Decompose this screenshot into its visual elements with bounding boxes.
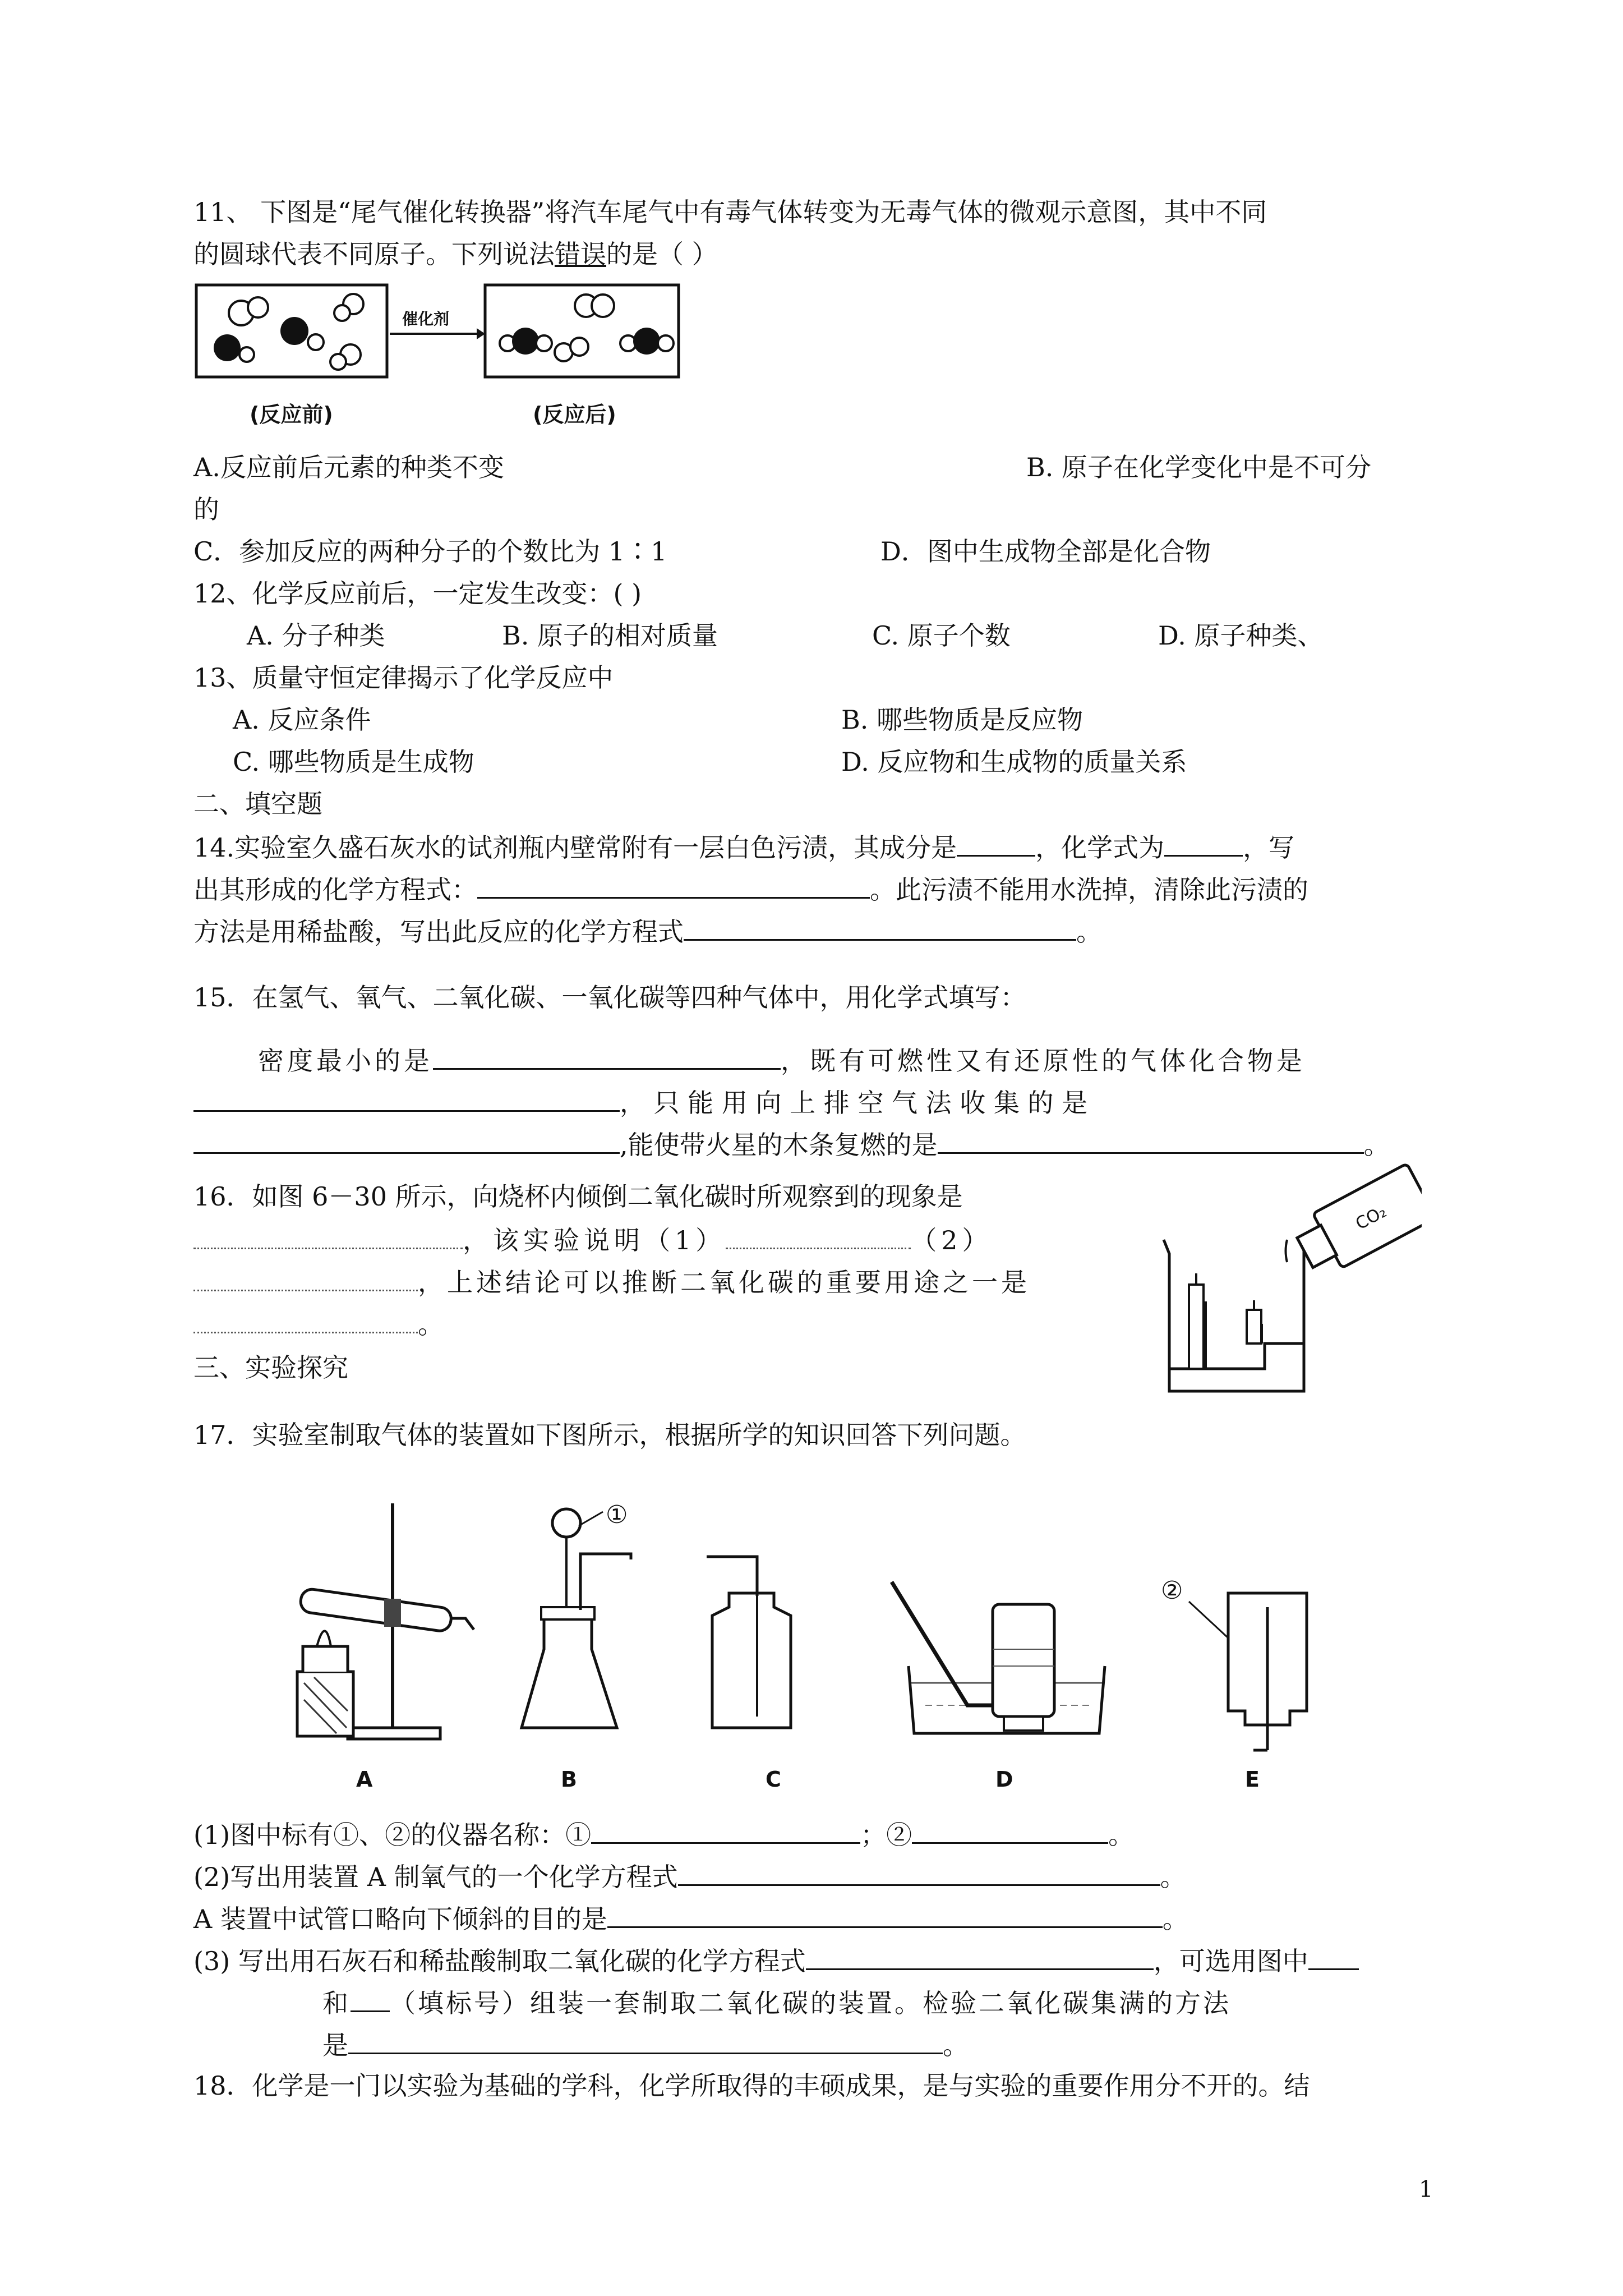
q11-option-d: D．图中生成物全部是化合物 [880, 536, 1211, 567]
blank-lowest-density[interactable] [433, 1043, 781, 1070]
q17-part2-purpose: A 装置中试管口略向下倾斜的目的是 。 [193, 1902, 1188, 1935]
q16-line3: ，上述结论可以推断二氧化碳的重要用途之一是 [193, 1265, 1030, 1298]
apparatus-label-e: E [1245, 1767, 1260, 1792]
blank-formula[interactable] [1164, 830, 1243, 857]
q16-line2: ，该实验说明（1） （2） [193, 1223, 993, 1256]
mark-2: ② [1161, 1576, 1183, 1605]
blank-component[interactable] [957, 830, 1035, 857]
after-label: (反应后) [533, 402, 616, 427]
q11-line2: 的圆球代表不同原子。下列说法错误的是（ ） [193, 239, 718, 269]
emphasis-wrong: 错误 [555, 239, 606, 269]
apparatus-figure [264, 1503, 1514, 1756]
q17-part1: (1)图中标有①、②的仪器名称：① ；② 。 [193, 1818, 1134, 1851]
q17-part2: (2)写出用装置 A 制氧气的一个化学方程式 。 [193, 1860, 1186, 1893]
q15-line2: ， 只 能 用 向 上 排 空 气 法 收 集 的 是 [193, 1085, 1087, 1119]
q15-line3: ,能使带火星的木条复燃的是 。 [193, 1128, 1390, 1161]
blank-instrument-2[interactable] [912, 1818, 1108, 1844]
q17-part3-line2: 和 （填标号）组装一套制取二氧化碳的装置。检验二氧化碳集满的方法 [322, 1986, 1231, 2019]
q12-option-d: D. 原子种类、 [1158, 620, 1324, 651]
q11-option-b-cont: 的 [193, 494, 219, 524]
q13-option-a: A. 反应条件 [233, 705, 371, 735]
co2-label: CO₂ [1352, 1202, 1390, 1234]
blank-instrument-1[interactable] [591, 1818, 860, 1844]
blank-apparatus-1[interactable] [1308, 1944, 1359, 1970]
q13-option-d: D. 反应物和生成物的质量关系 [841, 747, 1187, 777]
q15-line1: 密度最小的是 ，既有可燃性又有还原性的气体化合物是 [258, 1043, 1306, 1076]
q12-option-a: A. 分子种类 [247, 620, 385, 651]
section-experiment: 三、实验探究 [193, 1352, 348, 1383]
blank-conclusion-1[interactable] [726, 1223, 911, 1249]
q12-option-c: C. 原子个数 [872, 620, 1011, 651]
blank-upward-air[interactable] [193, 1128, 620, 1154]
q12-option-b: B. 原子的相对质量 [502, 620, 718, 651]
apparatus-label-a: A [356, 1767, 373, 1792]
q18-line1: 18．化学是一门以实验为基础的学科，化学所取得的丰硕成果，是与实验的重要作用分不开的。结 [193, 2070, 1310, 2101]
blank-apparatus-2[interactable] [351, 1986, 390, 2012]
blank-co2-equation[interactable] [806, 1944, 1154, 1970]
q12-stem: 12、化学反应前后，一定发生改变：( ) [193, 578, 642, 609]
blank-co2-full-test[interactable] [348, 2028, 943, 2054]
q11-option-a: A.反应前后元素的种类不变 [193, 452, 504, 482]
blank-cleaning-equation[interactable] [684, 914, 1076, 941]
q14-line2: 出其形成的化学方程式： 。此污渍不能用水洗掉，清除此污渍的 [193, 872, 1308, 905]
blank-usage[interactable] [193, 1307, 418, 1333]
q17-part3-line3: 是 。 [322, 2028, 969, 2061]
q17-part3: (3) 写出用石灰石和稀盐酸制取二氧化碳的化学方程式 ，可选用图中 [193, 1944, 1359, 1977]
q11-line1: 11、 下图是“尾气催化转换器”将汽车尾气中有毒气体转变为无毒气体的微观示意图，其中不同 [193, 197, 1267, 227]
blank-phenomenon[interactable] [193, 1223, 463, 1249]
page-number: 1 [1419, 2177, 1433, 2202]
q14-line1: 14.实验室久盛石灰水的试剂瓶内壁常附有一层白色污渍，其成分是 ，化学式为 ，写 [193, 830, 1294, 863]
blank-tilt-purpose[interactable] [607, 1902, 1163, 1928]
q16-line1: 16．如图 6－30 所示，向烧杯内倾倒二氧化碳时所观察到的现象是 [193, 1181, 963, 1212]
q13-option-c: C. 哪些物质是生成物 [233, 747, 474, 777]
q17-stem: 17．实验室制取气体的装置如下图所示，根据所学的知识回答下列问题。 [193, 1420, 1026, 1450]
mark-1: ① [606, 1503, 628, 1529]
q11-option-b: B. 原子在化学变化中是不可分 [1026, 452, 1372, 482]
apparatus-label-c: C [766, 1767, 781, 1792]
q13-option-b: B. 哪些物质是反应物 [841, 705, 1083, 735]
section-fill-blank: 二、填空题 [193, 789, 322, 819]
q14-line3: 方法是用稀盐酸，写出此反应的化学方程式 。 [193, 914, 1102, 947]
apparatus-label-d: D [995, 1767, 1013, 1792]
q11-option-c: C．参加反应的两种分子的个数比为 1∶1 [193, 536, 667, 567]
blank-formation-equation[interactable] [477, 872, 870, 899]
catalyst-reaction-diagram [193, 280, 687, 438]
q15-stem: 15．在氢气、氧气、二氧化碳、一氧化碳等四种气体中，用化学式填写： [193, 982, 1026, 1013]
apparatus-label-b: B [561, 1767, 577, 1792]
blank-oxygen-equation[interactable] [678, 1860, 1160, 1886]
beaker-co2-figure [1152, 1156, 1422, 1402]
blank-relights-splint[interactable] [938, 1128, 1364, 1154]
q16-line4: 。 [193, 1307, 444, 1340]
before-label: (反应前) [250, 402, 333, 427]
blank-conclusion-2[interactable] [193, 1265, 418, 1291]
catalyst-label: 催化剂 [402, 310, 450, 328]
blank-combustible-reducing[interactable] [193, 1085, 620, 1112]
q13-stem: 13、质量守恒定律揭示了化学反应中 [193, 662, 614, 693]
